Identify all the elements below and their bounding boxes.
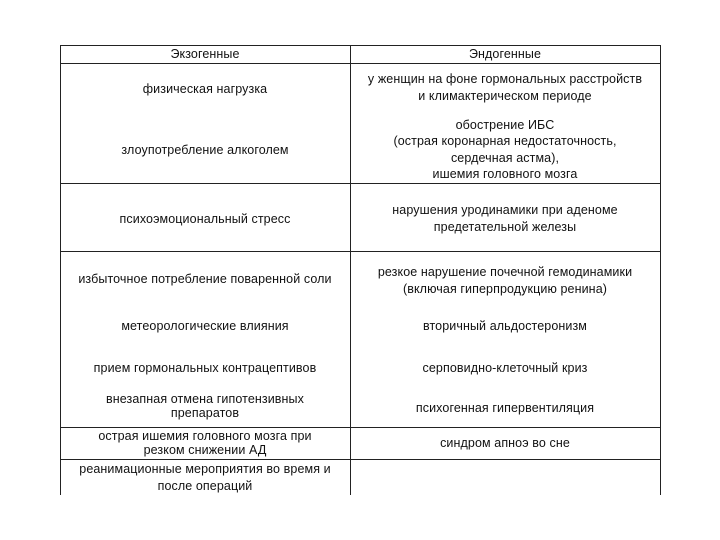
endogenous-item: вторичный альдостеронизм [423,319,587,333]
endogenous-item: синдром апноэ во сне [440,436,570,450]
endogenous-item: резкое нарушение почечной гемодинамики [377,265,633,279]
exogenous-item: реанимационные мероприятия во время и [79,462,331,476]
endogenous-item: (острая коронарная недостаточность, [393,134,617,148]
header-divider [60,63,661,64]
exogenous-item: злоупотребление алкоголем [121,143,289,157]
row-divider [60,427,661,428]
table-border-left [60,45,61,495]
endogenous-item: у женщин на фоне гормональных расстройств [367,72,643,86]
exogenous-item: после операций [157,479,253,493]
endogenous-item: (включая гиперпродукцию ренина) [402,282,608,296]
risk-factors-table [60,45,661,495]
exogenous-item: резком снижении АД [143,443,267,457]
header-endogenous: Эндогенные [468,47,542,61]
exogenous-item: острая ишемия головного мозга при [98,429,312,443]
endogenous-item: предетательной железы [433,220,577,234]
table-border-top [60,45,661,46]
endogenous-item: обострение ИБС [455,118,555,132]
exogenous-item: метеорологические влияния [121,319,289,333]
header-exogenous: Экзогенные [170,47,240,61]
exogenous-item: препаратов [170,406,240,420]
endogenous-item: серповидно-клеточный криз [422,361,588,375]
exogenous-item: психоэмоциональный стресс [119,212,291,226]
exogenous-item: внезапная отмена гипотензивных [106,392,304,406]
endogenous-item: нарушения уродинамики при аденоме [392,203,618,217]
row-divider [60,459,661,460]
exogenous-item: физическая нагрузка [142,82,268,96]
row-divider [60,251,661,252]
exogenous-item: прием гормональных контрацептивов [93,361,317,375]
row-divider [60,183,661,184]
table-border-right [660,45,661,495]
endogenous-item: психогенная гипервентиляция [415,401,595,415]
endogenous-item: и климактерическом периоде [418,89,592,103]
endogenous-item: сердечная астма), [450,151,560,165]
exogenous-item: избыточное потребление поваренной соли [78,272,332,286]
endogenous-item: ишемия головного мозга [432,167,578,181]
